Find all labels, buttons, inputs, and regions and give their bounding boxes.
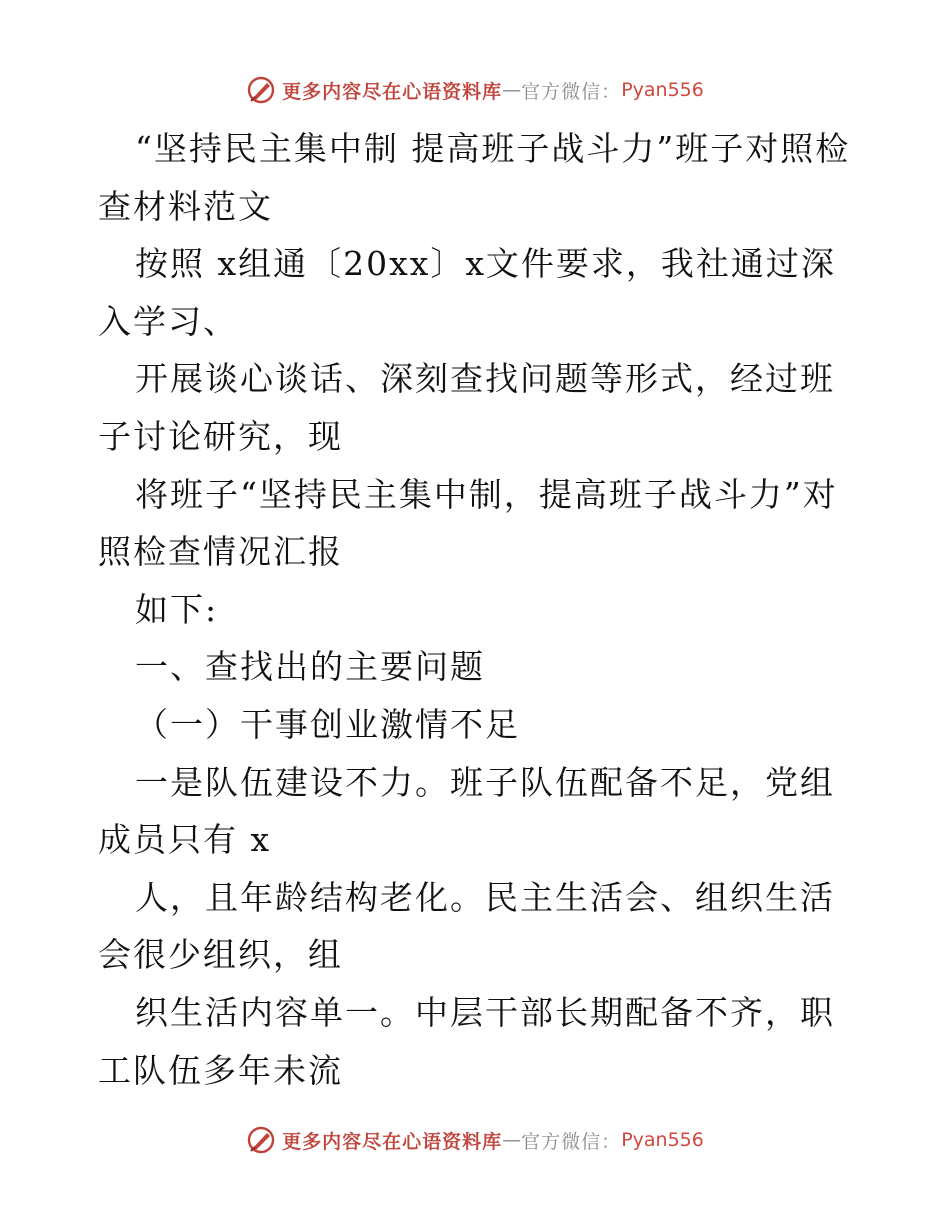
header-watermark xyxy=(0,72,950,108)
watermark-wechat-id: Pyan556 xyxy=(621,1129,704,1151)
body-paragraph: 如下: xyxy=(135,589,219,629)
watermark-suffix-text: 官方微信： xyxy=(521,1130,622,1153)
watermark-separator: — xyxy=(502,1129,522,1151)
watermark-separator: — xyxy=(502,79,522,101)
body-paragraph: 开展谈心谈话、深刻查找问题等形式，经过班子讨论研究，现 xyxy=(98,359,835,456)
watermark-main-text: 更多内容尽在心语资料库 xyxy=(282,1130,503,1153)
watermark-wechat-id: Pyan556 xyxy=(621,79,704,101)
quill-pen-logo-icon xyxy=(246,75,276,105)
watermark-suffix-text: 官方微信： xyxy=(521,80,622,103)
section-heading: 一、查找出的主要问题 xyxy=(135,647,485,687)
footer-watermark xyxy=(0,1122,950,1158)
body-paragraph: 织生活内容单一。中层干部长期配备不齐，职工队伍多年未流 xyxy=(98,992,835,1090)
body-paragraph: 按照 x组通〔20xx〕x文件要求，我社通过深入学习、 xyxy=(98,244,836,341)
body-paragraph: 将班子“坚持民主集中制，提高班子战斗力”对照检查情况汇报 xyxy=(98,474,838,572)
body-paragraph: 人，且年龄结构老化。民主生活会、组织生活会很少组织，组 xyxy=(98,877,835,975)
quill-pen-logo-icon xyxy=(246,1125,276,1155)
document-title: “坚持民主集中制 提高班子战斗力”班子对照检查材料范文 xyxy=(98,129,851,226)
watermark-main-text: 更多内容尽在心语资料库 xyxy=(282,80,503,103)
document-body xyxy=(98,120,858,1099)
subsection-heading: （一）干事创业激情不足 xyxy=(135,704,520,744)
body-paragraph: 一是队伍建设不力。班子队伍配备不足，党组成员只有 x xyxy=(98,762,835,860)
